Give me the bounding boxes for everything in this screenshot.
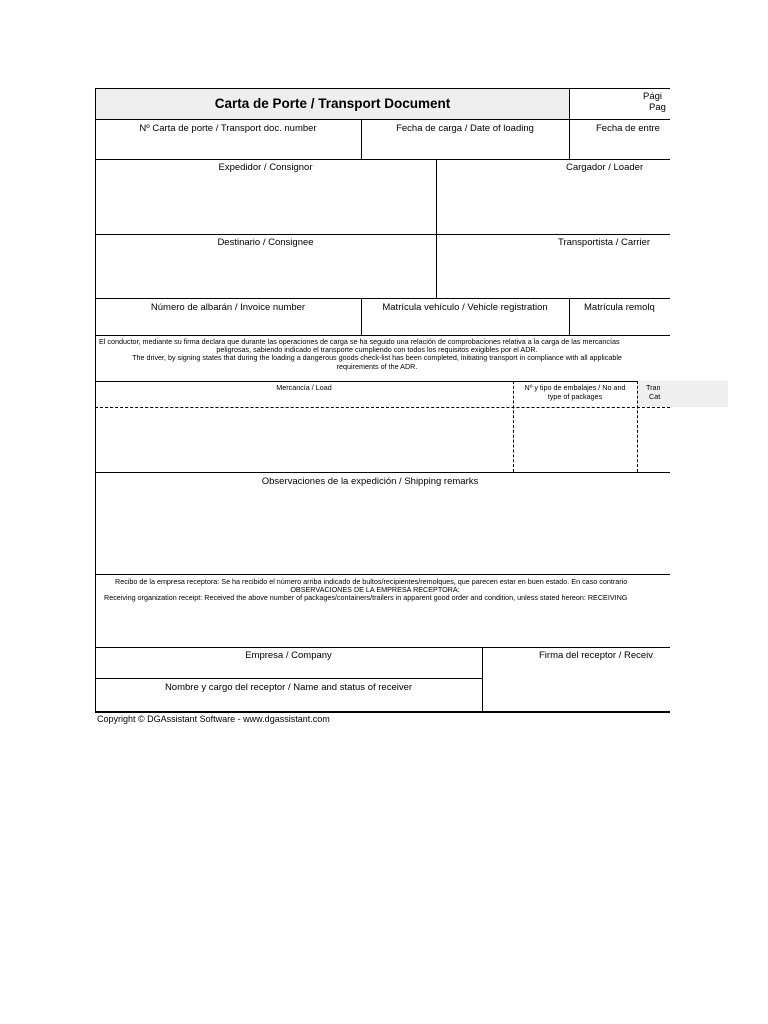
receipt-bottom-line xyxy=(95,647,670,648)
delivery-date-label: Fecha de entre xyxy=(596,123,660,134)
parties-bottom-line xyxy=(95,298,670,299)
declaration-line-2: peligrosas, sabiendo indicado el transporte cumpliendo con todos los requisitos exigibles por el ADR. xyxy=(216,345,538,354)
company-bottom-line xyxy=(95,678,482,679)
declaration-line-4: requirements of the ADR. xyxy=(336,362,418,371)
remarks-bottom-line xyxy=(95,574,670,575)
receiver-signature-label: Firma del receptor / Receiv xyxy=(539,650,654,661)
company-label: Empresa / Company xyxy=(245,650,332,661)
receiver-name-label: Nombre y cargo del receptor / Name and status of receiver xyxy=(164,682,413,693)
shipping-remarks-label: Observaciones de la expedición / Shipping remarks xyxy=(261,476,479,487)
packages-label-line-1: Nº y tipo de embalajes / No and xyxy=(524,383,626,392)
load-label: Mercancía / Load xyxy=(276,383,332,392)
header-divider xyxy=(569,88,570,160)
parties-divider xyxy=(436,159,437,299)
transport-category-label-line-1: Tran xyxy=(646,383,661,392)
goods-bottom-line xyxy=(95,472,670,473)
invoice-number-label: Número de albarán / Invoice number xyxy=(150,302,306,313)
goods-dashed-divider-2 xyxy=(637,381,638,472)
receipt-line-2: OBSERVACIONES DE LA EMPRESA RECEPTORA: xyxy=(290,585,460,594)
goods-dashed-divider-1 xyxy=(513,381,514,472)
row1-bottom-line xyxy=(95,159,670,160)
vehicle-divider-2 xyxy=(569,298,570,336)
declaration-line-1: El conductor, mediante su firma declara que durante las operaciones de carga se ha seguido una relación de comprobaciones relativa a la carga de las mercancías xyxy=(99,337,620,346)
packages-label-line-2: type of packages xyxy=(547,392,603,401)
vehicle-registration-label: Matrícula vehículo / Vehicle registration xyxy=(382,302,548,313)
receipt-line-1: Recibo de la empresa receptora: Se ha recibido el número arriba indicado de bultos/recipientes/remolques, que parecen estar en buen estado. En caso contrario xyxy=(115,577,628,586)
loading-date-label: Fecha de carga / Date of loading xyxy=(396,123,534,134)
carrier-label: Transportista / Carrier xyxy=(558,237,651,248)
border-bottom xyxy=(95,711,670,713)
doc-number-label: Nº Carta de porte / Transport doc. number xyxy=(139,123,317,134)
bottom-divider xyxy=(482,647,483,712)
goods-header-dashed-line xyxy=(95,407,670,408)
declaration-bottom-line xyxy=(95,381,670,382)
consignor-label: Expedidor / Consignor xyxy=(218,162,313,173)
border-left xyxy=(95,88,96,712)
transport-category-label-line-2: Cat xyxy=(649,392,661,401)
page-label-line-1: Pági xyxy=(643,91,663,102)
loader-label: Cargador / Loader xyxy=(566,162,644,173)
consignee-label: Destinario / Consignee xyxy=(217,237,314,248)
parties-middle-line xyxy=(95,234,670,235)
vehicle-bottom-line xyxy=(95,335,670,336)
document-title: Carta de Porte / Transport Document xyxy=(214,96,451,111)
copyright-text: Copyright © DGAssistant Software - www.dgassistant.com xyxy=(97,714,330,724)
declaration-line-3: The driver, by signing states that during the loading a dangerous goods check-list has been completed, initiating transport in compliance with all applicable xyxy=(132,353,622,362)
page-label-line-2: Pag xyxy=(649,102,666,113)
row1-top-line xyxy=(95,119,670,120)
trailer-registration-label: Matrícula remolq xyxy=(584,302,655,313)
receipt-line-3: Receiving organization receipt: Received the above number of packages/containers/trailers in apparent good order and condition, unless stated hereon: RECEIVING xyxy=(104,593,628,602)
border-top xyxy=(95,88,670,89)
